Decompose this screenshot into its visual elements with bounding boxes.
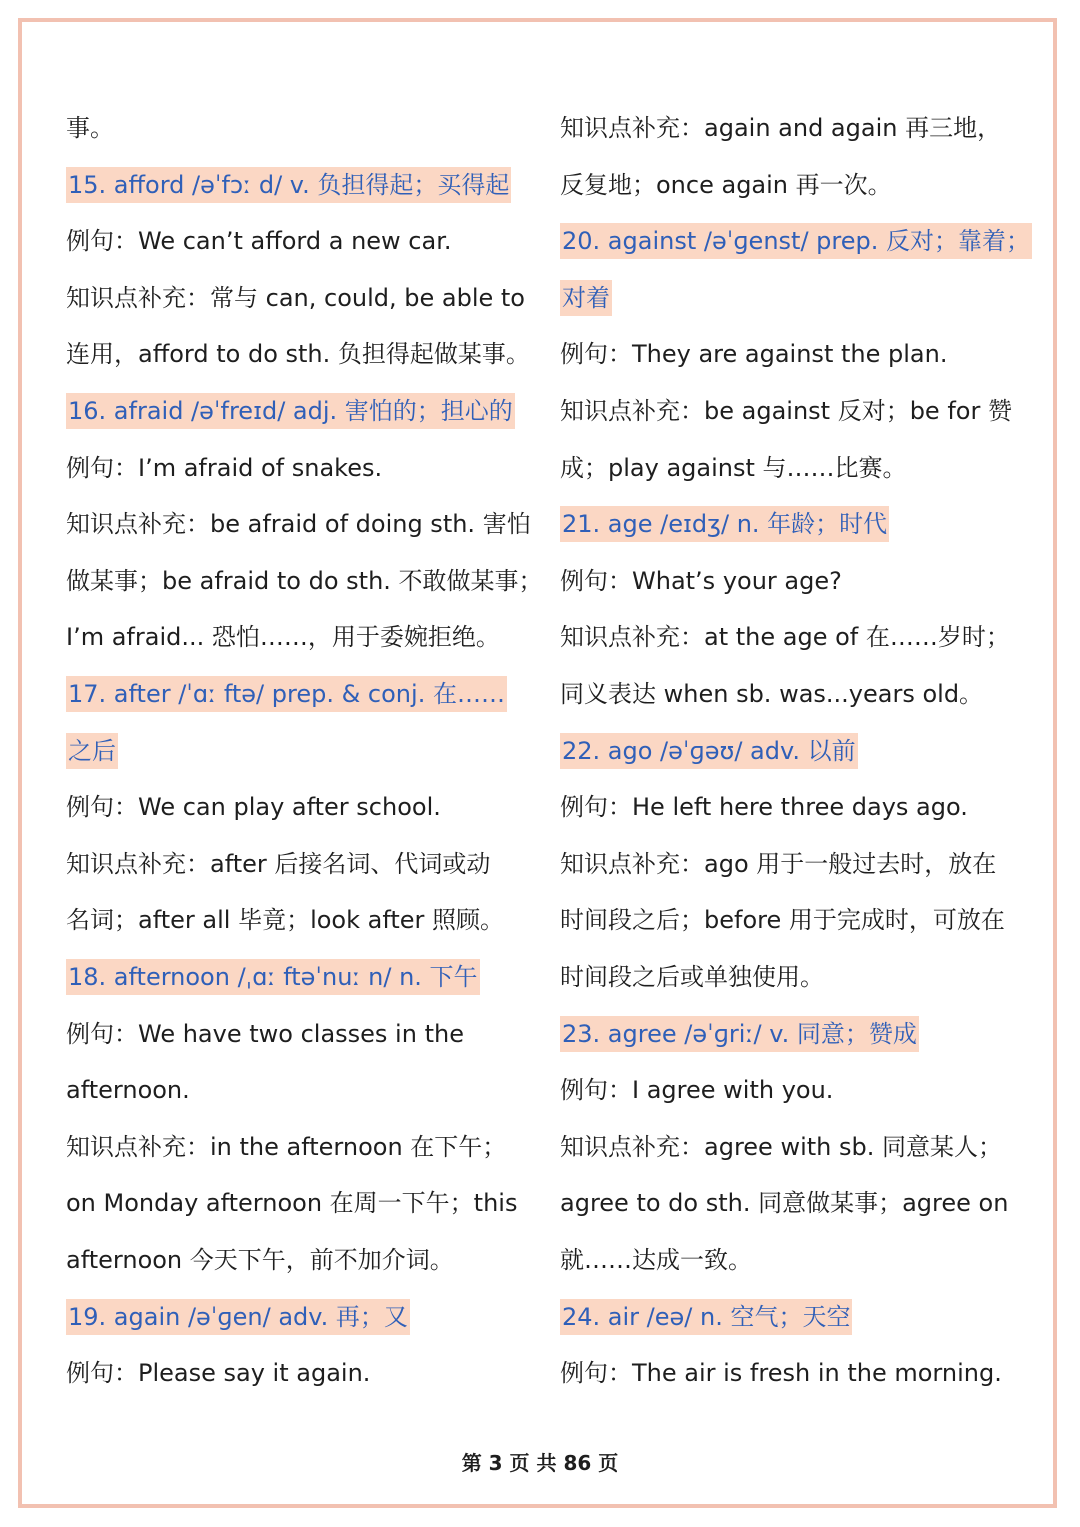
text-line: 事。 [66,114,114,142]
text-line: 例句：The air is fresh in the morning. [560,1359,1002,1388]
entry-heading [560,723,858,779]
entry-text [66,496,531,552]
heading-label: 15. afford /əˈfɔː d/ v. 负担得起；买得起 [66,167,511,203]
text-line: 例句：They are against the plan. [560,340,948,369]
entry-text [66,553,543,609]
entry-text [66,270,525,326]
entry-heading [66,383,515,439]
entry-text [560,1345,1002,1401]
entry-text [560,609,1010,665]
text-line: afternoon 今天下午，前不加介词。 [66,1246,454,1274]
text-line: 成；play against 与……比赛。 [560,453,907,482]
entry-text [66,213,452,269]
entry-heading [66,157,511,213]
heading-label: 之后 [66,733,118,769]
entry-text [560,892,1005,948]
text-line: 做某事；be afraid to do sth. 不敢做某事； [66,566,543,595]
text-line: 知识点补充：常与 can, could, be able to [66,283,525,312]
text-line: 连用，afford to do sth. 负担得起做某事。 [66,340,530,369]
text-line: 例句：He left here three days ago. [560,793,968,822]
text-line: 知识点补充：after 后接名词、代词或动 [66,849,491,878]
text-line: 例句：What’s your age? [560,566,842,595]
entry-text [560,326,947,382]
heading-label: 23. agree /əˈɡriː/ v. 同意；赞成 [560,1016,919,1052]
heading-label: 16. afraid /əˈfreɪd/ adj. 害怕的；担心的 [66,393,515,429]
entry-text [560,553,842,609]
text-line: 知识点补充：again and again 再三地， [560,114,1002,142]
heading-label: 18. afternoon /ˌɑː ftəˈnuː n/ n. 下午 [66,959,480,995]
text-line: 例句：We have two classes in the [66,1019,464,1048]
text-line: 反复地；once again 再一次。 [560,170,892,199]
entry-text [560,1062,833,1118]
heading-label: 22. ago /əˈɡəʊ/ adv. 以前 [560,733,858,769]
text-line: 例句：Please say it again. [66,1359,371,1388]
entry-text [66,326,530,382]
text-line: 知识点补充：at the age of 在……岁时； [560,623,1010,652]
entry-text [66,1062,190,1118]
entry-text [560,949,824,1005]
entry-heading [66,1289,410,1345]
text-line: I’m afraid... 恐怕……，用于委婉拒绝。 [66,623,500,652]
heading-label: 对着 [560,280,612,316]
text-line: 知识点补充：be against 反对；be for 赞 [560,397,1012,425]
text-line: 时间段之后；before 用于完成时，可放在 [560,906,1005,935]
entry-text [66,1119,506,1175]
entry-text [560,836,996,892]
entry-text [66,100,114,156]
entry-heading [66,666,507,722]
entry-text [66,1345,370,1401]
page-footer: 第 3 页 共 86 页 [461,1451,619,1475]
heading-label: 17. after /ˈɑː ftə/ prep. & conj. 在…… [66,676,507,712]
entry-text [560,666,983,722]
text-line: 例句：I agree with you. [560,1076,834,1105]
entry-heading [560,270,612,326]
entry-text [66,1175,517,1231]
entry-text [560,383,1012,439]
entry-text [66,892,504,948]
entry-text [66,779,441,835]
text-line: 知识点补充：in the afternoon 在下午； [66,1132,507,1161]
text-line: afternoon. [66,1076,190,1105]
entry-heading [560,1289,852,1345]
text-line: 例句：I’m afraid of snakes. [66,453,383,482]
heading-label: 21. age /eɪdʒ/ n. 年龄；时代 [560,506,889,542]
entry-text [560,1175,1008,1231]
text-line: 例句：We can’t afford a new car. [66,227,452,256]
text-line: 时间段之后或单独使用。 [560,963,824,991]
entry-heading [66,949,480,1005]
text-line: 知识点补充：be afraid of doing sth. 害怕 [66,510,531,539]
entry-text [560,779,968,835]
entry-heading [560,496,889,552]
text-line: on Monday afternoon 在周一下午；this [66,1189,518,1218]
entry-text [560,1119,1002,1175]
entry-heading [560,1006,919,1062]
text-line: 名词；after all 毕竟；look after 照顾。 [66,906,505,935]
heading-label: 24. air /eə/ n. 空气；天空 [560,1299,852,1335]
text-line: 知识点补充：agree with sb. 同意某人； [560,1132,1002,1161]
entry-text [66,836,490,892]
entry-text [560,1232,752,1288]
text-line: 知识点补充：ago 用于一般过去时，放在 [560,849,997,878]
text-line: 例句：We can play after school. [66,793,441,822]
entry-text [66,1232,454,1288]
text-line: agree to do sth. 同意做某事；agree on [560,1189,1009,1218]
entry-text [560,157,892,213]
entry-text [66,1006,464,1062]
entry-text [560,440,907,496]
entry-heading [66,723,118,779]
heading-label: 20. against /əˈɡenst/ prep. 反对；靠着； [560,223,1032,259]
entry-heading [560,213,1032,269]
text-line: 就……达成一致。 [560,1246,752,1274]
heading-label: 19. again /əˈɡen/ adv. 再；又 [66,1299,410,1335]
entry-text [66,440,382,496]
entry-text [560,100,1001,156]
entry-text [66,609,500,665]
text-line: 同义表达 when sb. was...years old。 [560,680,984,708]
